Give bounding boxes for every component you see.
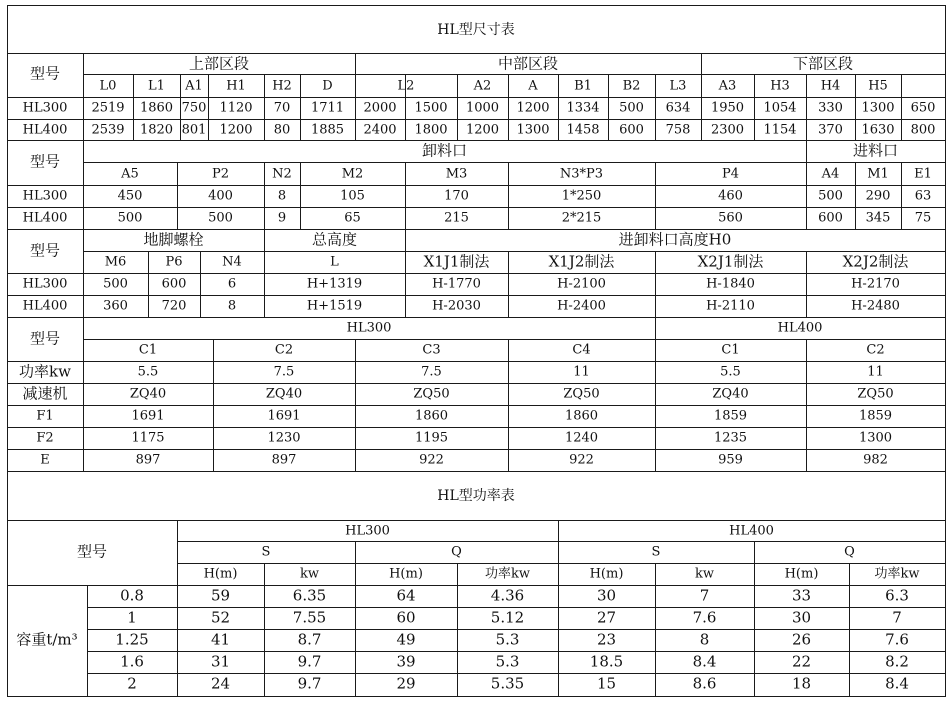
column-header: L3	[669, 78, 687, 94]
data-cell: 460	[718, 188, 743, 204]
data-cell: 1458	[566, 122, 600, 138]
data-cell: H-2100	[557, 276, 606, 292]
density-value: 1.6	[120, 652, 144, 671]
data-cell: 1334	[566, 100, 600, 116]
column-header: A2	[473, 78, 492, 94]
data-cell: 400	[208, 188, 233, 204]
column-header: C3	[422, 342, 441, 358]
column-header: L0	[99, 78, 117, 94]
group-header: 下部区段	[792, 54, 854, 73]
column-header: kw	[299, 566, 320, 582]
column-header: kw	[694, 566, 715, 582]
data-cell: 2539	[91, 122, 125, 138]
data-cell: 59	[210, 586, 231, 605]
column-header: B1	[574, 78, 592, 94]
column-header: C1	[721, 342, 740, 358]
data-cell: 8.7	[297, 630, 322, 649]
column-header: C1	[138, 342, 158, 358]
data-cell: 75	[914, 210, 932, 226]
data-cell: 959	[718, 452, 743, 468]
data-cell: 5.35	[490, 674, 525, 693]
data-cell: 11	[867, 364, 884, 380]
density-value: 1.25	[115, 630, 149, 649]
data-cell: 800	[910, 122, 936, 138]
data-cell: 450	[117, 188, 143, 204]
data-cell: 500	[818, 188, 843, 204]
data-cell: 1500	[414, 100, 448, 116]
data-cell: 600	[161, 276, 187, 292]
column-header: P2	[211, 166, 230, 182]
data-cell: 60	[396, 608, 416, 627]
data-cell: H-2170	[851, 276, 900, 292]
data-cell: H-2110	[706, 298, 755, 314]
column-header: H1	[226, 78, 246, 94]
model-name: HL400	[22, 298, 68, 314]
table-title: HL型尺寸表	[437, 22, 515, 38]
data-cell: 500	[208, 210, 233, 226]
data-cell: 330	[818, 100, 843, 116]
data-cell: 18	[791, 674, 812, 693]
data-cell: 24	[210, 674, 231, 693]
group-header: 总高度	[311, 230, 358, 249]
group-header: 中部区段	[497, 54, 559, 73]
column-header: H(m)	[784, 566, 819, 582]
column-header: M3	[445, 166, 468, 182]
subgroup-header: S	[261, 544, 271, 560]
data-cell: 8	[277, 188, 287, 204]
data-cell: 500	[117, 210, 143, 226]
data-cell: 8	[699, 630, 710, 649]
model-name: HL400	[22, 122, 68, 138]
model-label: 型号	[29, 152, 61, 171]
data-cell: 1200	[465, 122, 500, 138]
data-cell: 1200	[219, 122, 253, 138]
column-header: L1	[148, 78, 165, 94]
data-cell: 1860	[564, 408, 599, 424]
model-name: HL300	[22, 276, 68, 292]
data-cell: 11	[573, 364, 590, 380]
data-cell: 1230	[267, 430, 301, 446]
group-header: 进卸料口高度H0	[618, 230, 732, 249]
data-cell: 500	[619, 100, 644, 116]
data-cell: H-2400	[557, 298, 606, 314]
data-cell: 170	[444, 188, 469, 204]
data-cell: 1*250	[561, 188, 602, 204]
data-cell: 9.7	[297, 674, 322, 693]
data-cell: 215	[444, 210, 469, 226]
column-header: H3	[770, 78, 790, 94]
data-cell: 982	[863, 452, 888, 468]
data-cell: 1300	[861, 100, 895, 116]
data-cell: 897	[135, 452, 161, 468]
density-value: 0.8	[120, 586, 144, 605]
data-cell: 1200	[516, 100, 550, 116]
model-label: 型号	[29, 241, 61, 260]
column-header: C4	[572, 342, 591, 358]
column-header: H4	[820, 78, 841, 94]
data-cell: 1630	[861, 122, 895, 138]
data-cell: 500	[103, 276, 128, 292]
column-header: 功率kw	[484, 566, 531, 582]
data-cell: 22	[791, 652, 812, 671]
column-header: M6	[104, 254, 127, 270]
column-header: N3*P3	[559, 166, 604, 182]
column-header: N2	[272, 166, 292, 182]
data-cell: 7.6	[885, 630, 909, 649]
data-cell: 1240	[564, 430, 599, 446]
model-label: 型号	[76, 542, 108, 561]
data-cell: ZQ50	[857, 386, 894, 402]
data-cell: H-1770	[432, 276, 481, 292]
data-cell: 5.3	[495, 630, 520, 649]
data-cell: 345	[865, 210, 891, 226]
density-value: 2	[127, 674, 137, 693]
column-header: X1J1制法	[423, 252, 490, 271]
data-cell: 1300	[858, 430, 893, 446]
group-header: 进料口	[852, 141, 899, 160]
group-header: 卸料口	[421, 141, 468, 160]
model-label: 型号	[29, 329, 61, 348]
column-header: P4	[721, 166, 740, 182]
column-header: H5	[868, 78, 888, 94]
data-cell: ZQ50	[563, 386, 600, 402]
data-cell: 600	[619, 122, 644, 138]
column-header: L	[330, 254, 339, 270]
group-header: 地脚螺栓	[143, 230, 204, 249]
column-header: X1J2制法	[548, 252, 615, 271]
data-cell: 9	[277, 210, 287, 226]
data-cell: 5.5	[137, 364, 159, 380]
group-header: HL400	[729, 523, 774, 539]
data-cell: 290	[865, 188, 891, 204]
model-name: HL400	[22, 210, 68, 226]
row-label: 功率kw	[19, 362, 71, 381]
row-label: F1	[36, 408, 54, 424]
data-cell: 801	[181, 122, 207, 138]
data-cell: ZQ50	[413, 386, 450, 402]
column-header: A5	[121, 166, 139, 182]
data-cell: 1120	[219, 100, 253, 116]
data-cell: 922	[419, 452, 444, 468]
data-cell: 897	[271, 452, 297, 468]
group-header: HL400	[777, 320, 823, 336]
data-cell: 15	[596, 674, 617, 693]
data-cell: 7.5	[273, 364, 295, 380]
data-cell: 30	[791, 608, 812, 627]
data-cell: 23	[596, 630, 617, 649]
data-cell: 6.3	[885, 586, 909, 605]
data-cell: 2519	[91, 100, 125, 116]
data-cell: 1860	[414, 408, 449, 424]
column-header: H2	[272, 78, 292, 94]
data-cell: 1859	[713, 408, 748, 424]
data-cell: ZQ40	[265, 386, 303, 402]
column-header: H(m)	[589, 566, 624, 582]
data-cell: 634	[665, 100, 691, 116]
data-cell: 8	[227, 298, 237, 314]
data-cell: 7.55	[292, 608, 327, 627]
column-header: A4	[821, 166, 840, 182]
data-cell: 7	[892, 608, 902, 627]
data-cell: 720	[161, 298, 187, 314]
group-header: HL300	[345, 523, 390, 539]
column-header: P6	[165, 254, 183, 270]
data-cell: 1859	[858, 408, 893, 424]
data-cell: 7	[699, 586, 710, 605]
data-cell: 922	[569, 452, 594, 468]
data-cell: H-1840	[706, 276, 755, 292]
data-cell: 360	[103, 298, 128, 314]
data-cell: 9.7	[297, 652, 322, 671]
data-cell: 1711	[310, 100, 345, 116]
data-cell: 7.6	[692, 608, 717, 627]
data-cell: 5.5	[720, 364, 741, 380]
data-cell: 63	[914, 188, 932, 204]
data-cell: 8.4	[692, 652, 717, 671]
data-cell: 6	[227, 276, 237, 292]
data-cell: 758	[665, 122, 691, 138]
data-cell: 27	[596, 608, 617, 627]
data-cell: 1885	[310, 122, 345, 138]
data-cell: 39	[396, 652, 416, 671]
data-cell: 2300	[710, 122, 745, 138]
data-cell: 31	[210, 652, 231, 671]
data-cell: 4.36	[490, 586, 525, 605]
column-header: A1	[185, 78, 203, 94]
column-header: L2	[397, 78, 415, 94]
data-cell: 1175	[131, 430, 165, 446]
data-cell: 1820	[139, 122, 174, 138]
data-cell: H+1519	[306, 298, 363, 314]
data-cell: 18.5	[589, 652, 624, 671]
data-cell: ZQ40	[712, 386, 749, 402]
data-cell: 750	[181, 100, 207, 116]
data-cell: 8.2	[885, 652, 909, 671]
column-header: M2	[341, 166, 364, 182]
row-label: F2	[36, 430, 54, 446]
data-cell: 370	[818, 122, 843, 138]
data-cell: 5.12	[490, 608, 525, 627]
column-header: H(m)	[203, 566, 238, 582]
data-cell: 49	[396, 630, 416, 649]
column-header: X2J2制法	[842, 252, 909, 271]
column-header: C2	[274, 342, 294, 358]
data-cell: 30	[596, 586, 617, 605]
density-value: 1	[127, 608, 137, 627]
data-cell: 1000	[465, 100, 500, 116]
data-cell: 1154	[763, 122, 797, 138]
column-header: E1	[914, 166, 932, 182]
data-cell: 26	[791, 630, 812, 649]
data-cell: 560	[718, 210, 743, 226]
table-title: HL型功率表	[437, 488, 515, 504]
data-cell: H+1319	[306, 276, 363, 292]
data-cell: 8.4	[885, 674, 909, 693]
data-cell: 6.35	[292, 586, 327, 605]
data-cell: ZQ40	[129, 386, 167, 402]
data-cell: 41	[210, 630, 231, 649]
data-cell: 1800	[414, 122, 448, 138]
data-cell: H-2030	[432, 298, 481, 314]
data-cell: 1195	[414, 430, 449, 446]
model-label: 型号	[29, 64, 61, 83]
data-cell: 1950	[710, 100, 745, 116]
column-header: C2	[866, 342, 885, 358]
column-header: B2	[622, 78, 641, 94]
data-cell: 105	[340, 188, 365, 204]
subgroup-header: Q	[451, 544, 462, 560]
data-cell: 52	[210, 608, 231, 627]
row-label: E	[40, 452, 50, 468]
data-cell: 80	[273, 122, 291, 138]
data-cell: 64	[396, 586, 416, 605]
column-header: H(m)	[389, 566, 423, 582]
data-cell: 600	[818, 210, 843, 226]
model-name: HL300	[22, 188, 68, 204]
data-cell: 2*215	[561, 210, 602, 226]
data-cell: 8.6	[692, 674, 717, 693]
model-name: HL300	[22, 100, 68, 116]
column-header: D	[322, 78, 333, 94]
data-cell: 1860	[139, 100, 174, 116]
column-header: 功率kw	[874, 566, 920, 582]
column-header: X2J1制法	[697, 252, 764, 271]
data-cell: 1235	[713, 430, 748, 446]
data-cell: 2000	[363, 100, 397, 116]
row-label: 容重t/m³	[16, 630, 78, 649]
group-header: 上部区段	[188, 54, 250, 73]
data-cell: H-2480	[851, 298, 900, 314]
column-header: A	[528, 78, 538, 94]
data-cell: 5.3	[495, 652, 520, 671]
data-cell: 65	[344, 210, 361, 226]
group-header: HL300	[346, 320, 392, 336]
column-header: M1	[867, 166, 889, 182]
data-cell: 2400	[363, 122, 397, 138]
row-label: 减速机	[22, 384, 68, 403]
subgroup-header: Q	[844, 544, 855, 560]
data-cell: 1691	[267, 408, 301, 424]
data-cell: 1691	[131, 408, 165, 424]
data-cell: 650	[910, 100, 936, 116]
subgroup-header: S	[651, 544, 661, 560]
data-cell: 70	[273, 100, 291, 116]
data-cell: 33	[791, 586, 812, 605]
column-header: N4	[222, 254, 242, 270]
data-cell: 29	[396, 674, 416, 693]
column-header: A3	[718, 78, 737, 94]
data-cell: 1300	[516, 122, 550, 138]
data-cell: 7.5	[421, 364, 442, 380]
data-cell: 1054	[763, 100, 797, 116]
